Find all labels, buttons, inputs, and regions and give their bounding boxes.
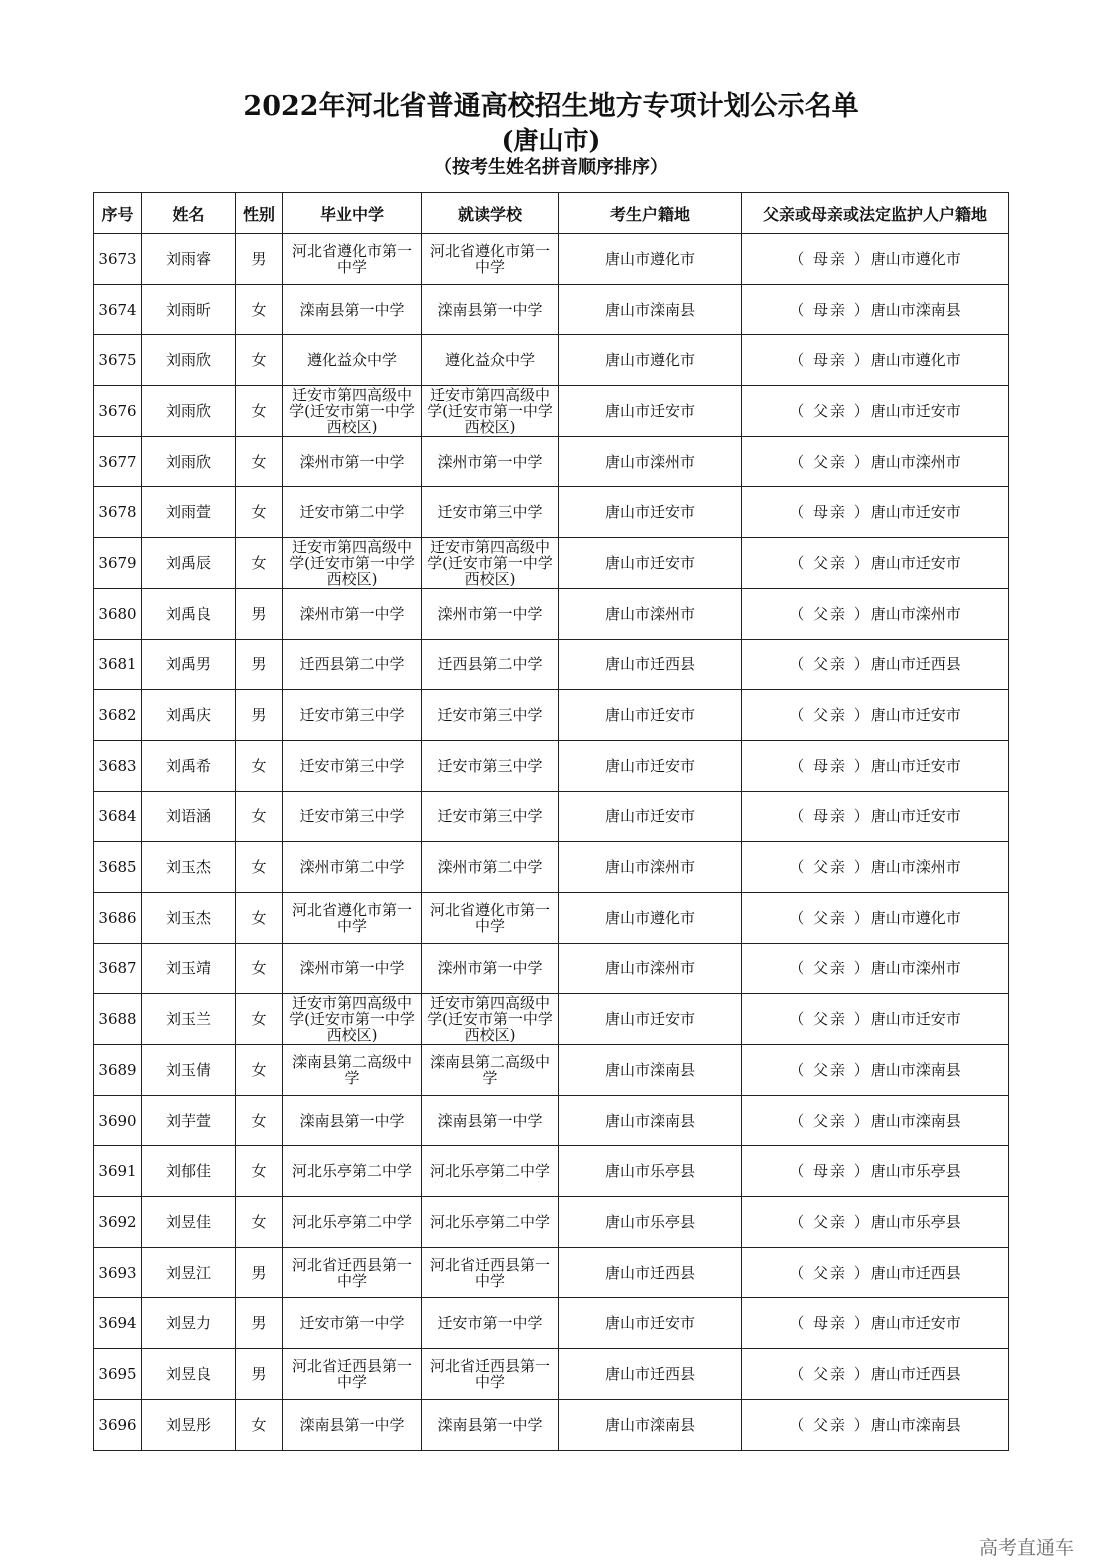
cell-serial: 3682	[94, 690, 142, 741]
table-row	[94, 436, 1009, 487]
cell-grad-school: 滦南县第一中学	[283, 284, 422, 335]
table-row	[94, 386, 1009, 437]
cell-name: 刘雨欣	[142, 335, 236, 386]
cell-current-school: 河北乐亭第二中学	[422, 1146, 559, 1197]
cell-current-school: 迁安市第三中学	[422, 791, 559, 842]
cell-current-school: 迁安市第三中学	[422, 487, 559, 538]
guardian-relation: （ 父亲 ）	[789, 858, 871, 877]
guardian-location: 唐山市滦州市	[870, 604, 961, 623]
cell-hukou: 唐山市迁安市	[559, 690, 742, 741]
cell-name: 刘玉杰	[142, 892, 236, 943]
table-row	[94, 1247, 1009, 1298]
cell-grad-school: 迁安市第四高级中学(迁安市第一中学西校区)	[283, 386, 422, 437]
col-header-current-school: 就读学校	[422, 193, 559, 234]
guardian-relation: （ 父亲 ）	[789, 1111, 871, 1130]
guardian-location: 唐山市迁西县	[870, 1263, 961, 1282]
cell-hukou: 唐山市滦州市	[559, 842, 742, 893]
cell-name: 刘雨欣	[142, 436, 236, 487]
cell-grad-school: 河北省迁西县第一中学	[283, 1247, 422, 1298]
guardian-location: 唐山市滦州市	[870, 452, 961, 471]
cell-guardian-hukou	[742, 943, 1009, 994]
cell-current-school: 河北省迁西县第一中学	[422, 1247, 559, 1298]
cell-grad-school: 河北省遵化市第一中学	[283, 234, 422, 285]
cell-name: 刘芋萱	[142, 1095, 236, 1146]
cell-sex: 女	[236, 284, 283, 335]
cell-hukou: 唐山市遵化市	[559, 892, 742, 943]
cell-hukou: 唐山市乐亭县	[559, 1197, 742, 1248]
guardian-location: 唐山市滦南县	[870, 1111, 961, 1130]
cell-name: 刘郁佳	[142, 1146, 236, 1197]
cell-current-school: 迁安市第四高级中学(迁安市第一中学西校区)	[422, 386, 559, 437]
col-header-no: 序号	[94, 193, 142, 234]
cell-guardian-hukou	[742, 740, 1009, 791]
table-row	[94, 1095, 1009, 1146]
cell-guardian-hukou	[742, 436, 1009, 487]
cell-sex: 男	[236, 1247, 283, 1298]
cell-sex: 女	[236, 436, 283, 487]
cell-name: 刘昱江	[142, 1247, 236, 1298]
cell-guardian-hukou	[742, 588, 1009, 639]
cell-current-school: 迁西县第二中学	[422, 639, 559, 690]
cell-hukou: 唐山市滦南县	[559, 1399, 742, 1450]
table-row	[94, 1298, 1009, 1349]
cell-sex: 女	[236, 1045, 283, 1096]
cell-grad-school: 迁安市第四高级中学(迁安市第一中学西校区)	[283, 994, 422, 1045]
cell-name: 刘玉倩	[142, 1045, 236, 1096]
guardian-location: 唐山市遵化市	[870, 908, 961, 927]
guardian-location: 唐山市乐亭县	[870, 1212, 961, 1231]
cell-current-school: 河北省遵化市第一中学	[422, 234, 559, 285]
cell-name: 刘雨欣	[142, 386, 236, 437]
cell-guardian-hukou	[742, 639, 1009, 690]
guardian-relation: （ 父亲 ）	[789, 1060, 871, 1079]
cell-name: 刘禹辰	[142, 538, 236, 589]
cell-current-school: 滦州市第二中学	[422, 842, 559, 893]
cell-serial: 3676	[94, 386, 142, 437]
cell-sex: 女	[236, 386, 283, 437]
cell-grad-school: 滦南县第二高级中学	[283, 1045, 422, 1096]
cell-guardian-hukou	[742, 1399, 1009, 1450]
cell-hukou: 唐山市迁安市	[559, 1298, 742, 1349]
cell-hukou: 唐山市遵化市	[559, 335, 742, 386]
guardian-relation: （ 父亲 ）	[789, 452, 871, 471]
guardian-relation: （ 母亲 ）	[789, 351, 871, 370]
table-row	[94, 1399, 1009, 1450]
cell-guardian-hukou	[742, 284, 1009, 335]
table-row	[94, 1197, 1009, 1248]
cell-hukou: 唐山市迁安市	[559, 740, 742, 791]
cell-sex: 女	[236, 994, 283, 1045]
guardian-location: 唐山市迁西县	[870, 1364, 961, 1383]
cell-serial: 3679	[94, 538, 142, 589]
col-header-sex: 性别	[236, 193, 283, 234]
cell-hukou: 唐山市迁安市	[559, 386, 742, 437]
cell-serial: 3674	[94, 284, 142, 335]
cell-grad-school: 迁安市第三中学	[283, 690, 422, 741]
cell-sex: 女	[236, 1095, 283, 1146]
cell-hukou: 唐山市迁安市	[559, 994, 742, 1045]
table-row	[94, 1349, 1009, 1400]
cell-guardian-hukou	[742, 892, 1009, 943]
cell-serial: 3678	[94, 487, 142, 538]
table-row	[94, 842, 1009, 893]
cell-grad-school: 迁安市第四高级中学(迁安市第一中学西校区)	[283, 538, 422, 589]
table-row	[94, 487, 1009, 538]
cell-hukou: 唐山市迁西县	[559, 639, 742, 690]
table-row	[94, 791, 1009, 842]
page-title: 2022年河北省普通高校招生地方专项计划公示名单	[243, 91, 859, 122]
cell-sex: 男	[236, 234, 283, 285]
guardian-relation: （ 父亲 ）	[789, 959, 871, 978]
table-row	[94, 588, 1009, 639]
guardian-relation: （ 父亲 ）	[789, 604, 871, 623]
table-row	[94, 994, 1009, 1045]
cell-current-school: 滦州市第一中学	[422, 943, 559, 994]
cell-hukou: 唐山市乐亭县	[559, 1146, 742, 1197]
cell-guardian-hukou	[742, 487, 1009, 538]
guardian-relation: （ 父亲 ）	[789, 706, 871, 725]
table-row	[94, 335, 1009, 386]
guardian-relation: （ 父亲 ）	[789, 1010, 871, 1029]
cell-current-school: 迁安市第三中学	[422, 690, 559, 741]
guardian-relation: （ 父亲 ）	[789, 401, 871, 420]
cell-sex: 男	[236, 639, 283, 690]
cell-grad-school: 滦南县第一中学	[283, 1399, 422, 1450]
col-header-hukou: 考生户籍地	[559, 193, 742, 234]
cell-name: 刘语涵	[142, 791, 236, 842]
cell-sex: 女	[236, 335, 283, 386]
cell-grad-school: 河北省迁西县第一中学	[283, 1349, 422, 1400]
guardian-relation: （ 母亲 ）	[789, 249, 871, 268]
guardian-location: 唐山市迁安市	[870, 807, 961, 826]
cell-serial: 3688	[94, 994, 142, 1045]
cell-sex: 男	[236, 1298, 283, 1349]
table-body	[94, 234, 1009, 1451]
cell-sex: 男	[236, 1349, 283, 1400]
guardian-relation: （ 父亲 ）	[789, 655, 871, 674]
cell-name: 刘玉杰	[142, 842, 236, 893]
cell-hukou: 唐山市迁西县	[559, 1247, 742, 1298]
cell-grad-school: 迁安市第三中学	[283, 740, 422, 791]
watermark: 高考直通车	[978, 1537, 1074, 1559]
cell-hukou: 唐山市迁西县	[559, 1349, 742, 1400]
cell-serial: 3692	[94, 1197, 142, 1248]
cell-hukou: 唐山市滦南县	[559, 1095, 742, 1146]
guardian-location: 唐山市迁安市	[870, 401, 961, 420]
cell-guardian-hukou	[742, 1095, 1009, 1146]
cell-guardian-hukou	[742, 1247, 1009, 1298]
guardian-relation: （ 父亲 ）	[789, 908, 871, 927]
cell-name: 刘雨睿	[142, 234, 236, 285]
cell-current-school: 滦南县第一中学	[422, 1095, 559, 1146]
cell-current-school: 迁安市第四高级中学(迁安市第一中学西校区)	[422, 994, 559, 1045]
cell-current-school: 迁安市第四高级中学(迁安市第一中学西校区)	[422, 538, 559, 589]
cell-current-school: 滦州市第一中学	[422, 588, 559, 639]
roster-table	[93, 192, 1009, 1451]
guardian-relation: （ 母亲 ）	[789, 807, 871, 826]
table-row	[94, 639, 1009, 690]
cell-serial: 3687	[94, 943, 142, 994]
cell-name: 刘禹男	[142, 639, 236, 690]
cell-sex: 女	[236, 943, 283, 994]
guardian-location: 唐山市迁安市	[870, 553, 961, 572]
guardian-relation: （ 母亲 ）	[789, 300, 871, 319]
cell-name: 刘雨萱	[142, 487, 236, 538]
guardian-location: 唐山市滦南县	[870, 300, 961, 319]
cell-serial: 3689	[94, 1045, 142, 1096]
table-row	[94, 943, 1009, 994]
cell-grad-school: 滦州市第一中学	[283, 943, 422, 994]
cell-guardian-hukou	[742, 386, 1009, 437]
cell-grad-school: 迁安市第一中学	[283, 1298, 422, 1349]
cell-guardian-hukou	[742, 234, 1009, 285]
cell-grad-school: 滦州市第二中学	[283, 842, 422, 893]
cell-name: 刘昱佳	[142, 1197, 236, 1248]
guardian-relation: （ 父亲 ）	[789, 553, 871, 572]
cell-current-school: 迁安市第一中学	[422, 1298, 559, 1349]
guardian-relation: （ 母亲 ）	[789, 756, 871, 775]
table-row	[94, 1045, 1009, 1096]
table-header-row	[94, 193, 1009, 234]
cell-hukou: 唐山市滦南县	[559, 1045, 742, 1096]
cell-guardian-hukou	[742, 1349, 1009, 1400]
cell-serial: 3683	[94, 740, 142, 791]
cell-guardian-hukou	[742, 1146, 1009, 1197]
cell-grad-school: 滦州市第一中学	[283, 436, 422, 487]
cell-guardian-hukou	[742, 994, 1009, 1045]
guardian-location: 唐山市迁安市	[870, 706, 961, 725]
guardian-location: 唐山市遵化市	[870, 351, 961, 370]
cell-name: 刘玉靖	[142, 943, 236, 994]
cell-grad-school: 河北乐亭第二中学	[283, 1146, 422, 1197]
guardian-relation: （ 父亲 ）	[789, 1364, 871, 1383]
cell-current-school: 滦州市第一中学	[422, 436, 559, 487]
guardian-relation: （ 母亲 ）	[789, 1162, 871, 1181]
guardian-relation: （ 母亲 ）	[789, 1314, 871, 1333]
cell-hukou: 唐山市迁安市	[559, 487, 742, 538]
cell-current-school: 滦南县第二高级中学	[422, 1045, 559, 1096]
guardian-location: 唐山市滦南县	[870, 1060, 961, 1079]
guardian-location: 唐山市滦州市	[870, 959, 961, 978]
guardian-location: 唐山市迁西县	[870, 655, 961, 674]
cell-grad-school: 河北省遵化市第一中学	[283, 892, 422, 943]
cell-grad-school: 河北乐亭第二中学	[283, 1197, 422, 1248]
guardian-location: 唐山市迁安市	[870, 503, 961, 522]
cell-sex: 女	[236, 487, 283, 538]
cell-grad-school: 迁西县第二中学	[283, 639, 422, 690]
table-row	[94, 284, 1009, 335]
cell-hukou: 唐山市遵化市	[559, 234, 742, 285]
table-row	[94, 892, 1009, 943]
cell-hukou: 唐山市滦南县	[559, 284, 742, 335]
cell-grad-school: 滦州市第一中学	[283, 588, 422, 639]
cell-grad-school: 滦南县第一中学	[283, 1095, 422, 1146]
cell-guardian-hukou	[742, 842, 1009, 893]
cell-sex: 女	[236, 1197, 283, 1248]
cell-current-school: 滦南县第一中学	[422, 1399, 559, 1450]
sort-note: （按考生姓名拼音顺序排序）	[434, 157, 668, 178]
cell-hukou: 唐山市迁安市	[559, 791, 742, 842]
table-row	[94, 690, 1009, 741]
cell-sex: 女	[236, 842, 283, 893]
cell-sex: 男	[236, 588, 283, 639]
cell-sex: 女	[236, 1146, 283, 1197]
guardian-location: 唐山市滦州市	[870, 858, 961, 877]
cell-name: 刘禹良	[142, 588, 236, 639]
cell-serial: 3686	[94, 892, 142, 943]
cell-serial: 3691	[94, 1146, 142, 1197]
cell-hukou: 唐山市滦州市	[559, 436, 742, 487]
cell-serial: 3685	[94, 842, 142, 893]
guardian-relation: （ 母亲 ）	[789, 503, 871, 522]
table-row	[94, 740, 1009, 791]
cell-serial: 3680	[94, 588, 142, 639]
cell-current-school: 河北省迁西县第一中学	[422, 1349, 559, 1400]
guardian-relation: （ 父亲 ）	[789, 1212, 871, 1231]
cell-serial: 3677	[94, 436, 142, 487]
cell-name: 刘昱良	[142, 1349, 236, 1400]
cell-guardian-hukou	[742, 335, 1009, 386]
cell-sex: 男	[236, 690, 283, 741]
cell-sex: 女	[236, 1399, 283, 1450]
cell-guardian-hukou	[742, 690, 1009, 741]
cell-current-school: 遵化益众中学	[422, 335, 559, 386]
guardian-relation: （ 父亲 ）	[789, 1415, 871, 1434]
cell-grad-school: 遵化益众中学	[283, 335, 422, 386]
cell-serial: 3696	[94, 1399, 142, 1450]
cell-serial: 3690	[94, 1095, 142, 1146]
guardian-location: 唐山市乐亭县	[870, 1162, 961, 1181]
col-header-guardian-hukou: 父亲或母亲或法定监护人户籍地	[742, 193, 1009, 234]
cell-name: 刘雨昕	[142, 284, 236, 335]
cell-current-school: 迁安市第三中学	[422, 740, 559, 791]
cell-serial: 3673	[94, 234, 142, 285]
cell-serial: 3684	[94, 791, 142, 842]
guardian-relation: （ 父亲 ）	[789, 1263, 871, 1282]
cell-current-school: 滦南县第一中学	[422, 284, 559, 335]
guardian-location: 唐山市迁安市	[870, 1010, 961, 1029]
cell-current-school: 河北乐亭第二中学	[422, 1197, 559, 1248]
cell-name: 刘昱力	[142, 1298, 236, 1349]
cell-sex: 女	[236, 791, 283, 842]
guardian-location: 唐山市遵化市	[870, 249, 961, 268]
cell-guardian-hukou	[742, 791, 1009, 842]
cell-current-school: 河北省遵化市第一中学	[422, 892, 559, 943]
guardian-location: 唐山市迁安市	[870, 756, 961, 775]
col-header-grad-school: 毕业中学	[283, 193, 422, 234]
cell-hukou: 唐山市滦州市	[559, 943, 742, 994]
cell-serial: 3694	[94, 1298, 142, 1349]
cell-guardian-hukou	[742, 538, 1009, 589]
col-header-name: 姓名	[142, 193, 236, 234]
cell-name: 刘昱彤	[142, 1399, 236, 1450]
cell-serial: 3675	[94, 335, 142, 386]
cell-serial: 3695	[94, 1349, 142, 1400]
guardian-location: 唐山市迁安市	[870, 1314, 961, 1333]
cell-name: 刘禹希	[142, 740, 236, 791]
cell-hukou: 唐山市滦州市	[559, 588, 742, 639]
cell-guardian-hukou	[742, 1045, 1009, 1096]
cell-sex: 女	[236, 538, 283, 589]
cell-sex: 女	[236, 740, 283, 791]
cell-grad-school: 迁安市第三中学	[283, 791, 422, 842]
cell-hukou: 唐山市迁安市	[559, 538, 742, 589]
cell-sex: 女	[236, 892, 283, 943]
table-row	[94, 538, 1009, 589]
cell-serial: 3693	[94, 1247, 142, 1298]
page-subtitle: (唐山市)	[501, 126, 601, 155]
cell-guardian-hukou	[742, 1197, 1009, 1248]
cell-grad-school: 迁安市第二中学	[283, 487, 422, 538]
table-row	[94, 234, 1009, 285]
cell-serial: 3681	[94, 639, 142, 690]
table-row	[94, 1146, 1009, 1197]
cell-name: 刘禹庆	[142, 690, 236, 741]
cell-name: 刘玉兰	[142, 994, 236, 1045]
guardian-location: 唐山市滦南县	[870, 1415, 961, 1434]
cell-guardian-hukou	[742, 1298, 1009, 1349]
